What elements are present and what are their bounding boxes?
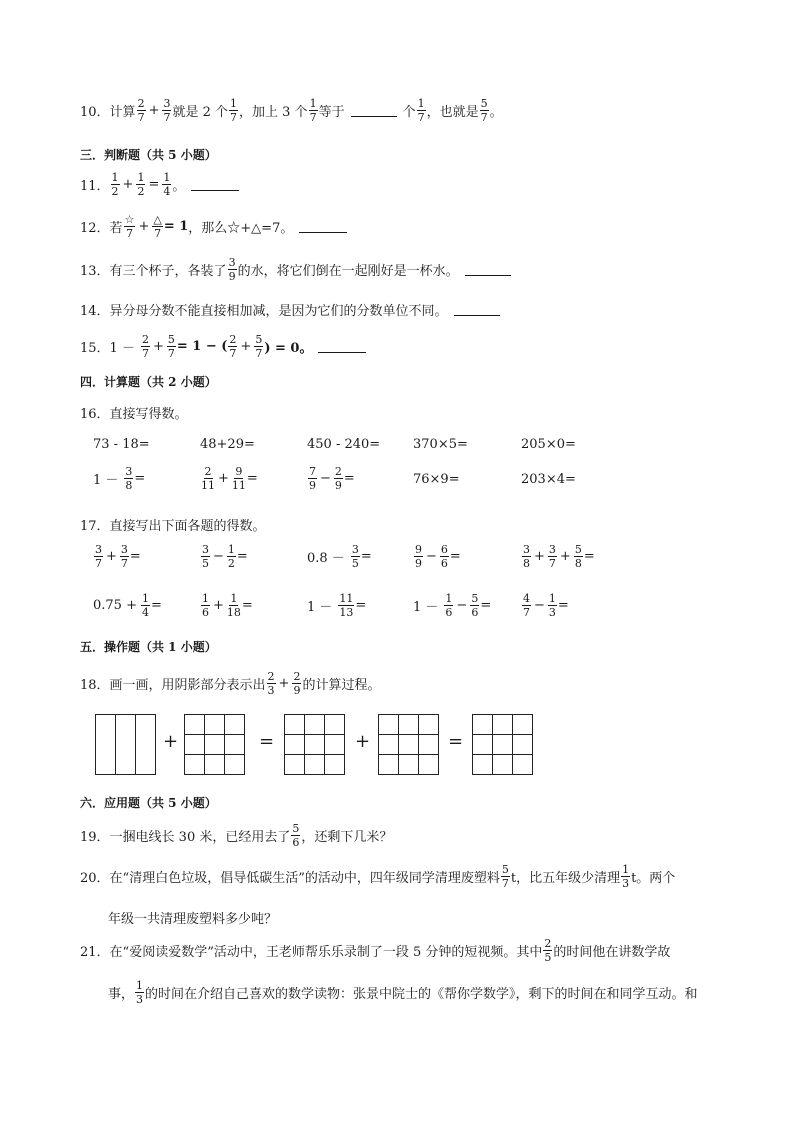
calc-item: $\frac{1}{6}$ + $\frac{1}{18}$ = <box>202 592 253 619</box>
question-12: 12． 若 $\frac{☆}{7}$ + $\frac{\triangle}{7}$ = 1 ，那么☆+△=7。 <box>80 214 353 239</box>
fraction: $\frac{5}{7}$ <box>167 333 175 360</box>
fraction: $\frac{1}{2}$ <box>111 171 119 198</box>
calc-item: $\frac{3}{7}$ + $\frac{3}{7}$ = <box>95 543 141 570</box>
plus-sign: + <box>163 731 179 752</box>
fraction: $\frac{☆}{7}$ <box>124 213 135 240</box>
answer-blank[interactable] <box>318 351 366 353</box>
fraction: $\frac{1}{7}$ <box>417 97 425 124</box>
calc-item: $\frac{7}{9}$ − $\frac{2}{9}$ = <box>309 465 355 492</box>
fraction: $\frac{5}{7}$ <box>255 333 263 360</box>
question-20: 20．在“清理白色垃圾，倡导低碳生活”的活动中，四年级同学清理废塑料 $\frac{5}{7}$ t，比五年级少清理 $\frac{1}{3}$ t。两个 <box>80 863 676 890</box>
question-15: 15． 1 － $\frac{2}{7}$ + $\frac{5}{7}$ = 1 − ( $\frac{2}{7}$ + $\frac{5}{7}$ ) = 0。 <box>80 334 372 359</box>
fraction: $\frac{2}{7}$ <box>229 333 237 360</box>
ninths-grid[interactable] <box>284 714 345 775</box>
calc-item: 203×4= <box>521 472 576 487</box>
calc-item: 1 － $\frac{11}{13}$ = <box>307 592 367 619</box>
question-19: 19．一捆电线长 30 米，已经用去了 $\frac{5}{6}$ ，还剩下几米？ <box>80 822 393 849</box>
question-18: 18．画一画，用阴影部分表示出 $\frac{2}{3}$ + $\frac{2}{9}$ 的计算过程。 <box>80 670 381 697</box>
thirds-grid[interactable] <box>95 714 156 775</box>
ninths-grid[interactable] <box>378 714 439 775</box>
fraction: $\frac{5}{7}$ <box>480 97 488 124</box>
fraction: $\frac{3}{9}$ <box>228 256 236 283</box>
answer-blank[interactable] <box>454 314 500 316</box>
calc-item: 370×5= <box>413 437 468 452</box>
calc-item: 48+29= <box>200 437 255 452</box>
question-13: 13． 有三个杯子，各装了 $\frac{3}{9}$ 的水，将它们倒在一起刚好是一杯水。 <box>80 257 517 282</box>
equals-sign: = <box>259 731 275 752</box>
fraction: $\frac{1}{3}$ <box>622 863 630 890</box>
answer-blank[interactable] <box>465 274 511 276</box>
calc-item: 1 － $\frac{1}{6}$ − $\frac{5}{6}$ = <box>413 592 492 619</box>
calc-item: $\frac{4}{7}$ − $\frac{1}{3}$ = <box>523 592 569 619</box>
fraction: $\frac{\triangle}{7}$ <box>153 213 162 240</box>
calc-item: 73 - 18= <box>93 437 150 452</box>
calc-item: $\frac{3}{5}$ − $\frac{1}{2}$ = <box>202 543 248 570</box>
question-21-cont: 事， $\frac{1}{3}$ 的时间在介绍自己喜欢的数学读物：张景中院士的《帮你学数学》，剩下的时间在和同学互动。和 <box>108 979 698 1006</box>
calc-item: 0.75 + $\frac{1}{4}$ = <box>93 592 162 619</box>
fraction: $\frac{5}{7}$ <box>501 863 509 890</box>
calc-item: 450 - 240= <box>307 437 381 452</box>
section-heading-6: 六．应用题（共 5 小题） <box>80 796 217 810</box>
fraction: $\frac{1}{7}$ <box>230 97 238 124</box>
equals-sign: = <box>448 731 464 752</box>
fraction: $\frac{2}{3}$ <box>267 670 275 697</box>
question-11: 11． $\frac{1}{2}$ + $\frac{1}{2}$ = $\frac{1}{4}$ 。 <box>80 172 245 197</box>
plus-sign: + <box>355 731 371 752</box>
calc-item: 205×0= <box>521 437 576 452</box>
calc-item: $\frac{2}{11}$ + $\frac{9}{11}$ = <box>201 465 258 492</box>
calc-item: $\frac{9}{9}$ − $\frac{6}{6}$ = <box>415 543 461 570</box>
section-heading-5: 五．操作题（共 1 小题） <box>80 640 217 654</box>
section-heading-4: 四．计算题（共 2 小题） <box>80 375 217 389</box>
fraction: $\frac{2}{7}$ <box>137 97 145 124</box>
ninths-grid[interactable] <box>184 714 245 775</box>
fraction: $\frac{5}{6}$ <box>292 822 300 849</box>
fraction: $\frac{1}{3}$ <box>136 979 144 1006</box>
calc-item: 76×9= <box>413 472 460 487</box>
question-14: 14． 异分母分数不能直接相加减，是因为它们的分数单位不同。 <box>80 300 506 319</box>
ninths-grid[interactable] <box>472 714 533 775</box>
question-10: 10． 计算 $\frac{2}{7}$ + $\frac{3}{7}$ 就是 2 个 $\frac{1}{7}$ ，加上 3 个 $\frac{1}{7}$ 等于 个 $\frac{1}{7}$ ，也就是 $\frac{5}{7}$ 。 <box>80 97 503 124</box>
answer-blank[interactable] <box>191 189 239 191</box>
calc-item: $\frac{3}{8}$ + $\frac{3}{7}$ + $\frac{5}{8}$ = <box>523 543 595 570</box>
fraction: $\frac{3}{7}$ <box>163 97 171 124</box>
question-17-title: 17．直接写出下面各题的得数。 <box>80 519 266 534</box>
fraction: $\frac{1}{4}$ <box>163 171 171 198</box>
fraction: $\frac{2}{7}$ <box>141 333 149 360</box>
fraction: $\frac{2}{9}$ <box>293 670 301 697</box>
question-16-title: 16．直接写得数。 <box>80 407 188 422</box>
question-21: 21．在“爱阅读爱数学”活动中，王老师帮乐乐录制了一段 5 分钟的短视频。其中 $\frac{2}{5}$ 的时间他在讲数学故 <box>80 937 671 964</box>
calc-item: 1 － $\frac{3}{8}$ = <box>93 465 146 492</box>
answer-blank[interactable] <box>351 115 397 117</box>
fraction: $\frac{1}{2}$ <box>137 171 145 198</box>
fraction: $\frac{1}{7}$ <box>309 97 317 124</box>
fraction: $\frac{2}{5}$ <box>544 937 552 964</box>
question-20-cont: 年级一共清理废塑料多少吨？ <box>108 912 278 927</box>
section-heading-3: 三．判断题（共 5 小题） <box>80 148 217 162</box>
calc-item: 0.8 － $\frac{3}{5}$ = <box>307 543 372 570</box>
question-number: 10． <box>80 105 110 120</box>
answer-blank[interactable] <box>299 231 347 233</box>
